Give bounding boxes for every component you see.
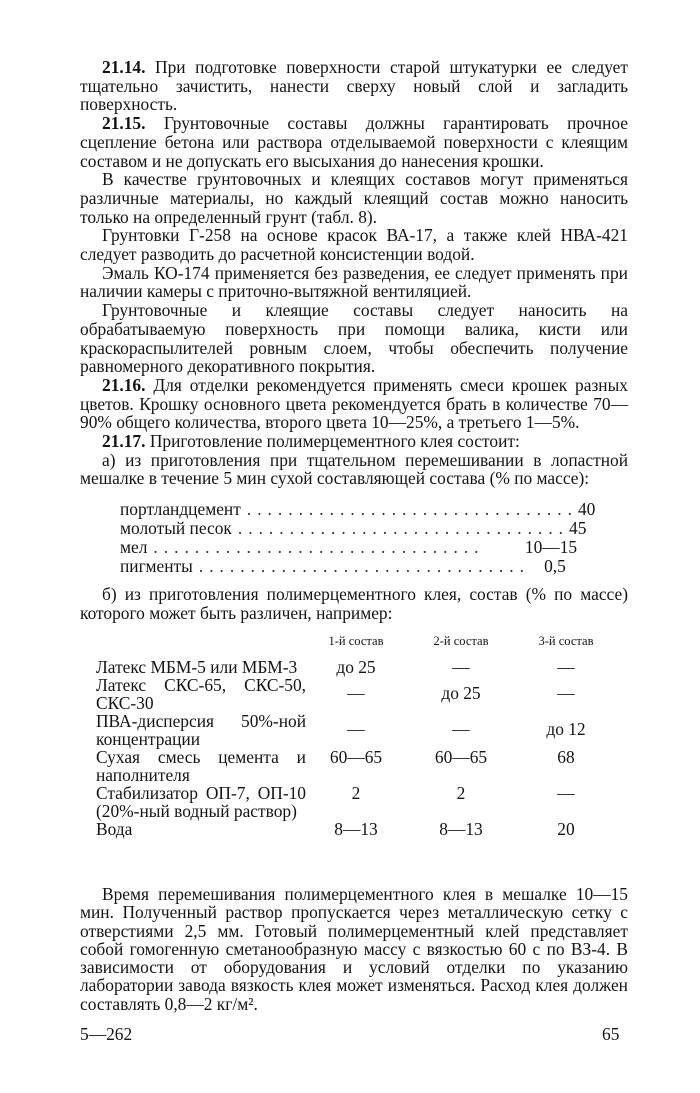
paragraph-b	[80, 585, 628, 623]
table-header-row	[96, 632, 616, 658]
cell-value: 2	[456, 783, 466, 803]
paragraph-text: б) из приготовления полимерцементного клея, состав (% по массе) которого может быть различен, например:	[80, 584, 628, 623]
paragraph-text: Время перемешивания полимерцементного клея в мешалке 10—15 мин. Полученный раствор пропускается через металлическую сетку с отверстиями 2,5 мм. Готовый полимерцементный клей представляет собой гомогенную сметанообразную массу с вязкостью 60 с по ВЗ-4. В зависимости от оборудования и условий отделки по указанию лаборатории завода вязкость клея может изменяться. Расход клея должен составлять 0,8—2 кг/м².	[80, 884, 628, 1014]
leader-dots: ................................	[246, 499, 578, 519]
component-label: портландцемент	[120, 499, 241, 519]
cell-value: до 12	[546, 719, 586, 739]
table-row	[96, 712, 616, 748]
cell-value: —	[452, 657, 470, 677]
table-row	[96, 748, 616, 784]
paragraph-text: Грунтовочные и клеящие составы следует наносить на обрабатываемую поверхность при помощи валика, кисти или краскораспылителей ровным слоем, чтобы обеспечить получение равномерного декоративного покрытия.	[80, 300, 628, 377]
paragraph-21-15	[80, 114, 628, 170]
cell-value: —	[347, 683, 365, 703]
row-name: Латекс СКС-65, СКС-50, СКС-30	[96, 675, 306, 713]
row-name: Латекс МБМ-5 или МБМ-3	[96, 657, 298, 677]
cell-value: до 25	[441, 683, 481, 703]
cell-value: 8—13	[334, 819, 378, 839]
table-row	[96, 820, 616, 838]
table-row	[96, 658, 616, 676]
cell-value: 68	[557, 747, 575, 767]
table-row	[96, 676, 616, 712]
clause-number: 21.15.	[102, 113, 146, 134]
cell-value: —	[557, 783, 575, 803]
paragraph-text: а) из приготовления при тщательном перемешивании в лопастной мешалке в течение 5 мин сухой составляющей состава (% по массе):	[80, 449, 628, 489]
column-header: 3-й состав	[538, 634, 594, 648]
cell-value: 60—65	[329, 747, 383, 767]
paragraph-text: Грунтовочные составы должны гарантировать прочное сцепление бетона или раствора отделываемой поверхности с клеящим составом и не допускать его высыхания до нанесения крошки.	[80, 113, 628, 171]
main-text	[80, 58, 628, 488]
component-value: 45	[569, 518, 587, 538]
column-header: 1-й состав	[328, 634, 384, 648]
paragraph-text: Эмаль КО-174 применяется без разведения, ее следует применять при наличии камеры с приточно-вытяжной вентиляцией.	[80, 262, 628, 302]
paragraph-21-14	[80, 58, 628, 114]
row-name: Сухая смесь цемента и наполнителя	[96, 747, 306, 785]
list-item	[120, 518, 587, 538]
list-item	[120, 557, 580, 576]
leader-dots: ................................	[153, 537, 485, 557]
cell-value: 8—13	[439, 819, 483, 839]
component-value: 10—15	[524, 537, 578, 557]
paragraph-21-17	[80, 432, 628, 451]
paragraph-text: Для отделки рекомендуется применять смеси крошек разных цветов. Крошку основного цвета рекомендуется брать в количестве 70—90% общего количества, второго цвета 10—25%, а третьего 1—5%.	[80, 374, 628, 433]
column-header: 2-й состав	[433, 634, 489, 648]
component-label: пигменты	[120, 556, 193, 576]
row-name: Вода	[96, 819, 133, 839]
leader-dots: ................................	[237, 518, 570, 538]
clause-number: 21.17.	[102, 431, 146, 452]
clause-number: 21.14.	[102, 57, 146, 77]
paragraph-text: В качестве грунтовочных и клеящих составов могут применяться различные материалы, но каждый клеящий состав можно наносить только на определенный грунт (табл. 8).	[80, 169, 628, 227]
cell-value: —	[452, 719, 470, 739]
component-value: 0,5	[544, 556, 566, 576]
printer-signature: 5—262	[80, 1024, 133, 1044]
paragraph-text: При подготовке поверхности старой штукатурки ее следует тщательно зачистить, нанести сверху новый слой и загладить поверхность.	[80, 57, 628, 115]
clause-number: 21.16.	[102, 374, 146, 395]
list-item	[120, 499, 596, 519]
table-row	[96, 784, 616, 820]
cell-value: —	[557, 657, 575, 677]
leader-dots: ................................	[198, 556, 530, 576]
cell-value: 2	[351, 783, 361, 803]
paragraph-text: Грунтовки Г-258 на основе красок ВА-17, а также клей НВА-421 следует разводить до расчетной консистенции водой.	[80, 225, 628, 265]
cell-value: —	[557, 683, 575, 703]
page-number: 65	[602, 1024, 620, 1044]
paragraph-21-16	[80, 376, 628, 432]
empty-header	[96, 632, 306, 658]
dry-mix-list	[120, 499, 596, 576]
cell-value: до 25	[336, 657, 376, 677]
cell-value: 60—65	[434, 747, 488, 767]
composition-table	[96, 632, 616, 838]
list-item	[120, 538, 580, 557]
paragraph-c	[80, 885, 628, 1013]
cell-value: —	[347, 719, 365, 739]
component-label: мел	[120, 537, 148, 557]
row-name: ПВА-дисперсия 50%-ной концентрации	[96, 711, 306, 749]
paragraph-text: Приготовление полимерцементного клея состоит:	[145, 431, 520, 452]
row-name: Стабилизатор ОП-7, ОП-10 (20%-ный водный раствор)	[96, 783, 306, 821]
cell-value: 20	[557, 819, 575, 839]
component-value: 40	[577, 499, 596, 519]
component-label: молотый песок	[120, 518, 232, 538]
